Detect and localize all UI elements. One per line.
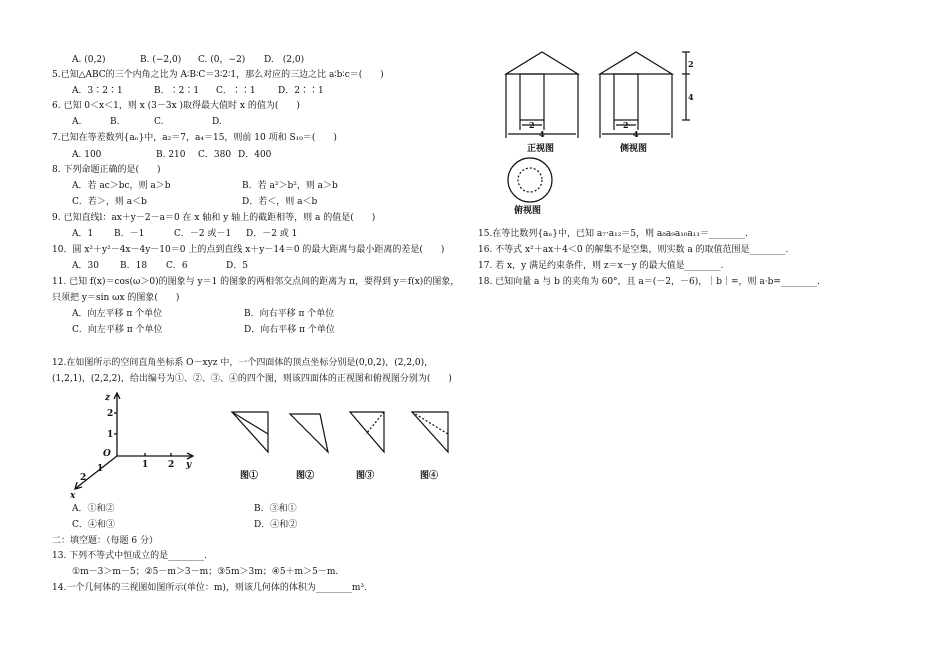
q12-option-c: C．④和③ <box>72 520 115 530</box>
y-tick-1: 1 <box>142 460 149 470</box>
q5-option-a: A．3∶2∶1 <box>72 86 123 96</box>
q12-option-a: A．①和② <box>72 504 115 514</box>
q11-option-c: C．向左平移 π 个单位 <box>72 325 163 335</box>
figure-4 <box>412 412 448 452</box>
side-dim-2: 2 <box>623 120 629 130</box>
top-view-figure <box>506 156 578 218</box>
figure-3 <box>350 412 384 452</box>
q15-stem: 15.在等比数列{aₙ}中，已知 a₇·a₁₂＝5，则 a₈a₉a₁₀a₁₁＝________. <box>478 229 748 239</box>
top-view-outer-circle <box>508 158 552 202</box>
q17-stem: 17. 若 x，y 满足约束条件，则 z＝x－y 的最大值是________. <box>478 261 724 271</box>
right-column <box>470 0 950 671</box>
q8-option-a: A．若 ac＞bc，则 a＞b <box>72 181 171 191</box>
q6-options <box>72 116 222 128</box>
q12-option-b: B．③和① <box>254 504 297 514</box>
top-view-label: 俯视图 <box>514 206 542 216</box>
q9-stem: 9. 已知直线l：ax＋y－2－a＝0 在 x 轴和 y 轴上的截距相等，则 a 的值是( ) <box>52 213 376 223</box>
q14-stem: 14.一个几何体的三视图如图所示(单位：m)，则该几何体的体积为________m³. <box>52 583 367 593</box>
q5-option-d: D．2∶∶1 <box>278 86 324 96</box>
q8-option-d: D．若＜，则 a＜b <box>242 197 318 207</box>
q4-options <box>72 54 304 66</box>
z-tick-1: 1 <box>107 430 114 440</box>
q10-options <box>72 260 248 272</box>
left-column <box>0 0 470 671</box>
y-tick-2: 2 <box>168 460 175 470</box>
q10-stem: 10．圆 x²＋y²－4x－4y－10＝0 上的点到直线 x＋y－14＝0 的最大距离与最小距离的差是( ) <box>52 245 445 255</box>
q6-stem: 6. 已知 0＜x＜1，则 x (3－3x )取得最大值时 x 的值为( ) <box>52 101 300 111</box>
q4-option-d: D. (2,0) <box>264 55 305 65</box>
q11-option-d: D．向右平移 π 个单位 <box>244 325 335 335</box>
origin-label: O <box>103 449 111 459</box>
q11-stem-line1: 11. 已知 f(x)＝cos(ω＞0)的图象与 y＝1 的图象的两相邻交点间的距离为 π，要得到 y＝f(x)的图象， <box>52 277 460 287</box>
q5-options <box>72 85 324 97</box>
q7-option-d: D．400 <box>238 150 272 160</box>
q7-option-b: B. 210 <box>156 150 186 160</box>
q11-options-row1 <box>72 308 334 320</box>
front-view-label: 正视图 <box>527 144 555 154</box>
q8-stem: 8. 下列命题正确的是( ) <box>52 165 161 175</box>
q8-options-row2 <box>72 196 317 208</box>
figure-2-label: 图② <box>296 471 315 481</box>
top-view-inner-circle <box>518 168 542 192</box>
q10-option-c: C．6 <box>166 261 188 271</box>
q13-items: ①m－3＞m－5；②5－m＞3－m；③5m＞3m；④5＋m＞5－m. <box>72 567 339 577</box>
side-view-body <box>614 74 638 120</box>
side-view-label: 侧视图 <box>620 144 648 154</box>
q7-option-a: A. 100 <box>72 150 102 160</box>
q12-axes-figure <box>62 388 202 500</box>
z-tick-2: 2 <box>107 409 114 419</box>
front-view-roof <box>506 52 578 74</box>
y-label: y <box>186 460 192 470</box>
q9-option-d: D．－2 或 1 <box>246 229 298 239</box>
q12-option-d: D．④和② <box>254 520 298 530</box>
q16-stem: 16. 不等式 x²＋ax＋4＜0 的解集不是空集，则实数 a 的取值范围是________. <box>478 245 789 255</box>
q9-option-b: B．－1 <box>114 229 145 239</box>
side-dim-4: 4 <box>633 129 639 139</box>
q8-option-b: B．若 a²＞b²，则 a＞b <box>242 181 338 191</box>
q7-stem: 7.已知在等差数列{aₙ}中，a₂＝7，a₄＝15，则前 10 项和 S₁₀＝( ) <box>52 133 337 143</box>
q5-option-c: C．∶∶1 <box>216 86 256 96</box>
section-fill-in-heading: 二：填空题：（每题 6 分） <box>52 536 158 546</box>
side-view-roof <box>600 52 672 74</box>
q9-options <box>72 228 297 240</box>
figure-1 <box>232 412 268 452</box>
x-tick-2: 2 <box>80 473 87 483</box>
q9-option-c: C．－2 或－1 <box>174 229 232 239</box>
q6-option-b: B. <box>110 117 120 127</box>
q12-view-figures <box>226 406 466 486</box>
q11-options-row2 <box>72 324 335 336</box>
q6-option-c: C. <box>154 117 164 127</box>
q4-option-b: B. (−2,0) <box>140 55 182 65</box>
q8-options-row1 <box>72 180 338 192</box>
q4-option-c: C. (0，−2) <box>198 55 246 65</box>
q12-options-row2 <box>72 519 297 531</box>
q9-option-a: A．1 <box>72 229 94 239</box>
side-dim-h2: 2 <box>688 59 694 69</box>
q5-option-b: B．∶2∶1 <box>154 86 200 96</box>
q5-stem: 5.已知△ABC的三个内角之比为 A∶B∶C＝3∶2∶1，那么对应的三边之比 a∶b∶c＝( ) <box>52 70 384 80</box>
q11-stem-line2: 只须把 y＝sin ωx 的图象( ) <box>52 293 180 303</box>
figure-1-label: 图① <box>240 471 259 481</box>
front-dim-4: 4 <box>539 129 545 139</box>
figure-3-label: 图③ <box>356 471 375 481</box>
q12-options-row1 <box>72 503 297 515</box>
q6-option-d: D. <box>212 117 222 127</box>
q10-option-b: B．18 <box>120 261 148 271</box>
x-tick-1: 1 <box>97 464 104 474</box>
q4-option-a: A. (0,2) <box>72 55 106 65</box>
q11-option-b: B．向右平移 π 个单位 <box>244 309 335 319</box>
q7-options <box>72 149 271 161</box>
q18-stem: 18. 已知向量 a 与 b 的夹角为 60°，且 a＝(－2，－6)，｜b｜=，则 a·b=________. <box>478 277 820 287</box>
q13-stem: 13. 下列不等式中恒成立的是________. <box>52 551 208 561</box>
front-view-body <box>520 74 544 120</box>
q7-option-c: C．380 <box>198 150 232 160</box>
side-dim-h4: 4 <box>688 92 694 102</box>
side-view-figure <box>598 50 698 154</box>
z-label: z <box>105 393 111 403</box>
front-dim-2: 2 <box>529 120 535 130</box>
figure-2 <box>290 414 328 452</box>
q8-option-c: C．若＞，则 a＜b <box>72 197 147 207</box>
front-view-figure <box>504 50 582 154</box>
q11-option-a: A．向左平移 π 个单位 <box>72 309 163 319</box>
q10-option-d: D．5 <box>226 261 248 271</box>
figure-4-label: 图④ <box>420 471 439 481</box>
q6-option-a: A. <box>72 117 82 127</box>
q12-stem-line2: (1,2,1)，(2,2,2)，给出编号为①、②、③、④的四个图，则该四面体的正视图和俯视图分别为( ) <box>52 374 452 384</box>
q12-stem-line1: 12.在如图所示的空间直角坐标系 O－xyz 中，一个四面体的顶点坐标分别是(0,0,2)，(2,2,0)， <box>52 358 434 368</box>
q10-option-a: A．30 <box>72 261 99 271</box>
x-label: x <box>70 491 76 500</box>
